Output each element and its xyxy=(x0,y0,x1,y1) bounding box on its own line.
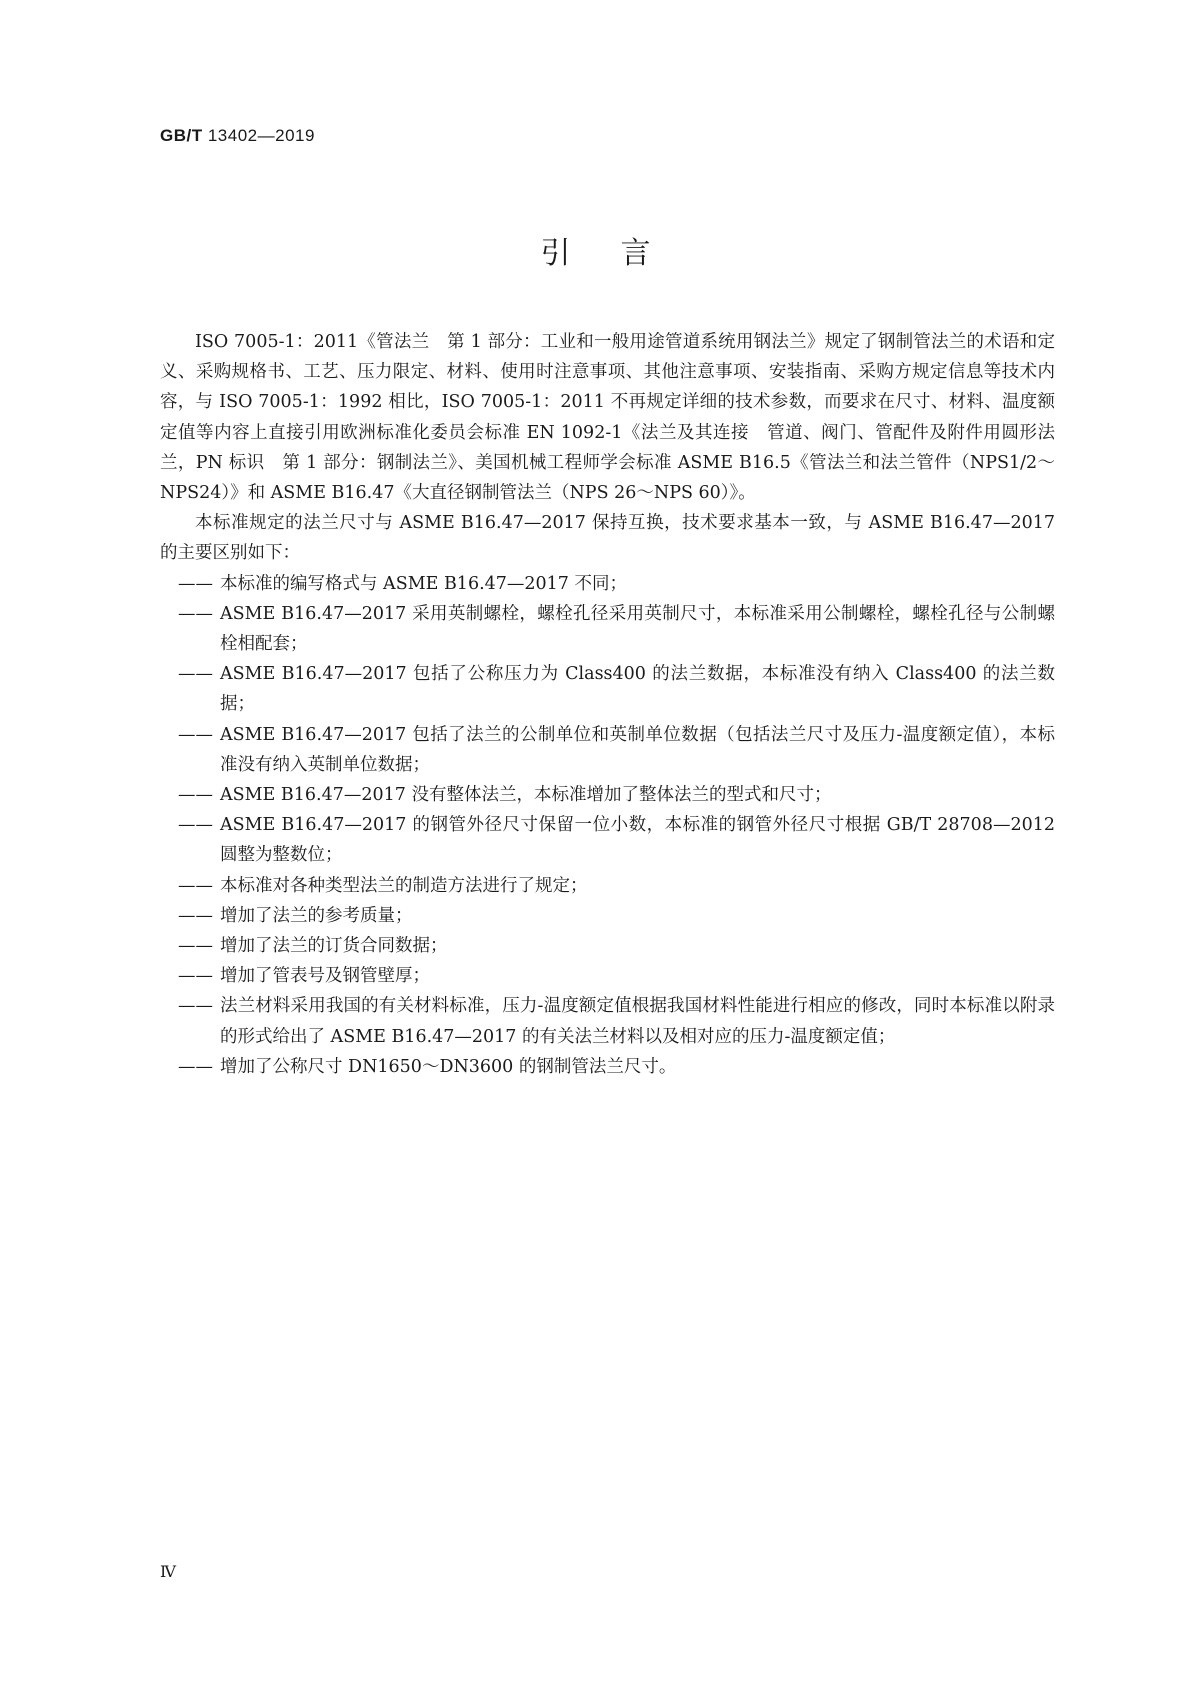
standard-prefix: GB/T xyxy=(160,126,203,145)
intro-paragraph-2: 本标准规定的法兰尺寸与 ASME B16.47—2017 保持互换，技术要求基本一致，与 ASME B16.47—2017 的主要区别如下： xyxy=(160,513,1055,564)
list-item xyxy=(178,780,1055,810)
dash-mark: —— xyxy=(178,996,213,1017)
list-item xyxy=(178,720,1055,780)
list-item-text: ASME B16.47—2017 的钢管外径尺寸保留一位小数，本标准的钢管外径尺寸根据 GB/T 28708—2012 圆整为整数位； xyxy=(220,815,1055,866)
list-item-text: 增加了法兰的参考质量； xyxy=(220,905,413,926)
page-title: 引言 xyxy=(540,236,701,271)
intro-paragraph-1: ISO 7005-1：2011《管法兰 第 1 部分：工业和一般用途管道系统用钢法兰》规定了钢制管法兰的术语和定义、采购规格书、工艺、压力限定、材料、使用时注意事项、其他注意事项、安装指南、采购方规定信息等技术内容，与 ISO 7005-1：1992 相比，ISO 7005-1：2011 不再规定详细的技术参数，而要求在尺寸、材料、温度额定值等内容上直接引用欧洲标准化委员会标准 EN 1092-1《法兰及其连接 管道、阀门、管配件及附件用圆形法兰，PN 标识 第 1 部分：钢制法兰》、美国机械工程师学会标准 ASME B16.5《管法兰和法兰管件（NPS1/2～NPS24）》和 ASME B16.47《大直径钢制管法兰（NPS 26～NPS 60）》。 xyxy=(160,332,1055,504)
list-item xyxy=(178,991,1055,1051)
list-item-text: 本标准的编写格式与 ASME B16.47—2017 不同； xyxy=(220,573,628,594)
dash-mark: —— xyxy=(178,905,213,926)
list-item xyxy=(178,1052,1055,1082)
list-item-text: 增加了管表号及钢管壁厚； xyxy=(220,966,430,987)
list-item xyxy=(178,599,1055,659)
list-item xyxy=(178,901,1055,931)
list-item-text: ASME B16.47—2017 包括了法兰的公制单位和英制单位数据（包括法兰尺寸及压力-温度额定值），本标准没有纳入英制单位数据； xyxy=(220,724,1055,775)
list-item xyxy=(178,569,1055,599)
dash-mark: —— xyxy=(178,815,213,836)
list-item xyxy=(178,931,1055,961)
standard-number: 13402—2019 xyxy=(207,126,315,145)
differences-list xyxy=(160,569,1055,1082)
dash-mark: —— xyxy=(178,936,213,957)
dash-mark: —— xyxy=(178,966,213,987)
dash-mark: —— xyxy=(178,785,213,806)
list-item xyxy=(178,871,1055,901)
list-item xyxy=(178,961,1055,991)
list-item xyxy=(178,810,1055,870)
standard-code xyxy=(160,126,315,146)
introduction-body xyxy=(160,327,1055,1082)
list-item-text: ASME B16.47—2017 包括了公称压力为 Class400 的法兰数据，本标准没有纳入 Class400 的法兰数据； xyxy=(220,664,1055,715)
dash-mark: —— xyxy=(178,875,213,896)
dash-mark: —— xyxy=(178,664,213,685)
page-number: Ⅳ xyxy=(160,1562,176,1581)
list-item-text: ASME B16.47—2017 没有整体法兰，本标准增加了整体法兰的型式和尺寸； xyxy=(220,785,832,806)
list-item-text: 增加了法兰的订货合同数据； xyxy=(220,936,448,957)
dash-mark: —— xyxy=(178,724,213,745)
dash-mark: —— xyxy=(178,573,213,594)
list-item-text: 增加了公称尺寸 DN1650～DN3600 的钢制管法兰尺寸。 xyxy=(220,1056,677,1077)
dash-mark: —— xyxy=(178,603,213,624)
dash-mark: —— xyxy=(178,1056,213,1077)
list-item-text: ASME B16.47—2017 采用英制螺栓，螺栓孔径采用英制尺寸，本标准采用公制螺栓，螺栓孔径与公制螺栓相配套； xyxy=(220,603,1055,655)
list-item-text: 本标准对各种类型法兰的制造方法进行了规定； xyxy=(220,875,588,896)
list-item-text: 法兰材料采用我国的有关材料标准，压力-温度额定值根据我国材料性能进行相应的修改，同时本标准以附录的形式给出了 ASME B16.47—2017 的有关法兰材料以及相对应的压力-温度额定值； xyxy=(220,996,1055,1047)
list-item xyxy=(178,659,1055,719)
